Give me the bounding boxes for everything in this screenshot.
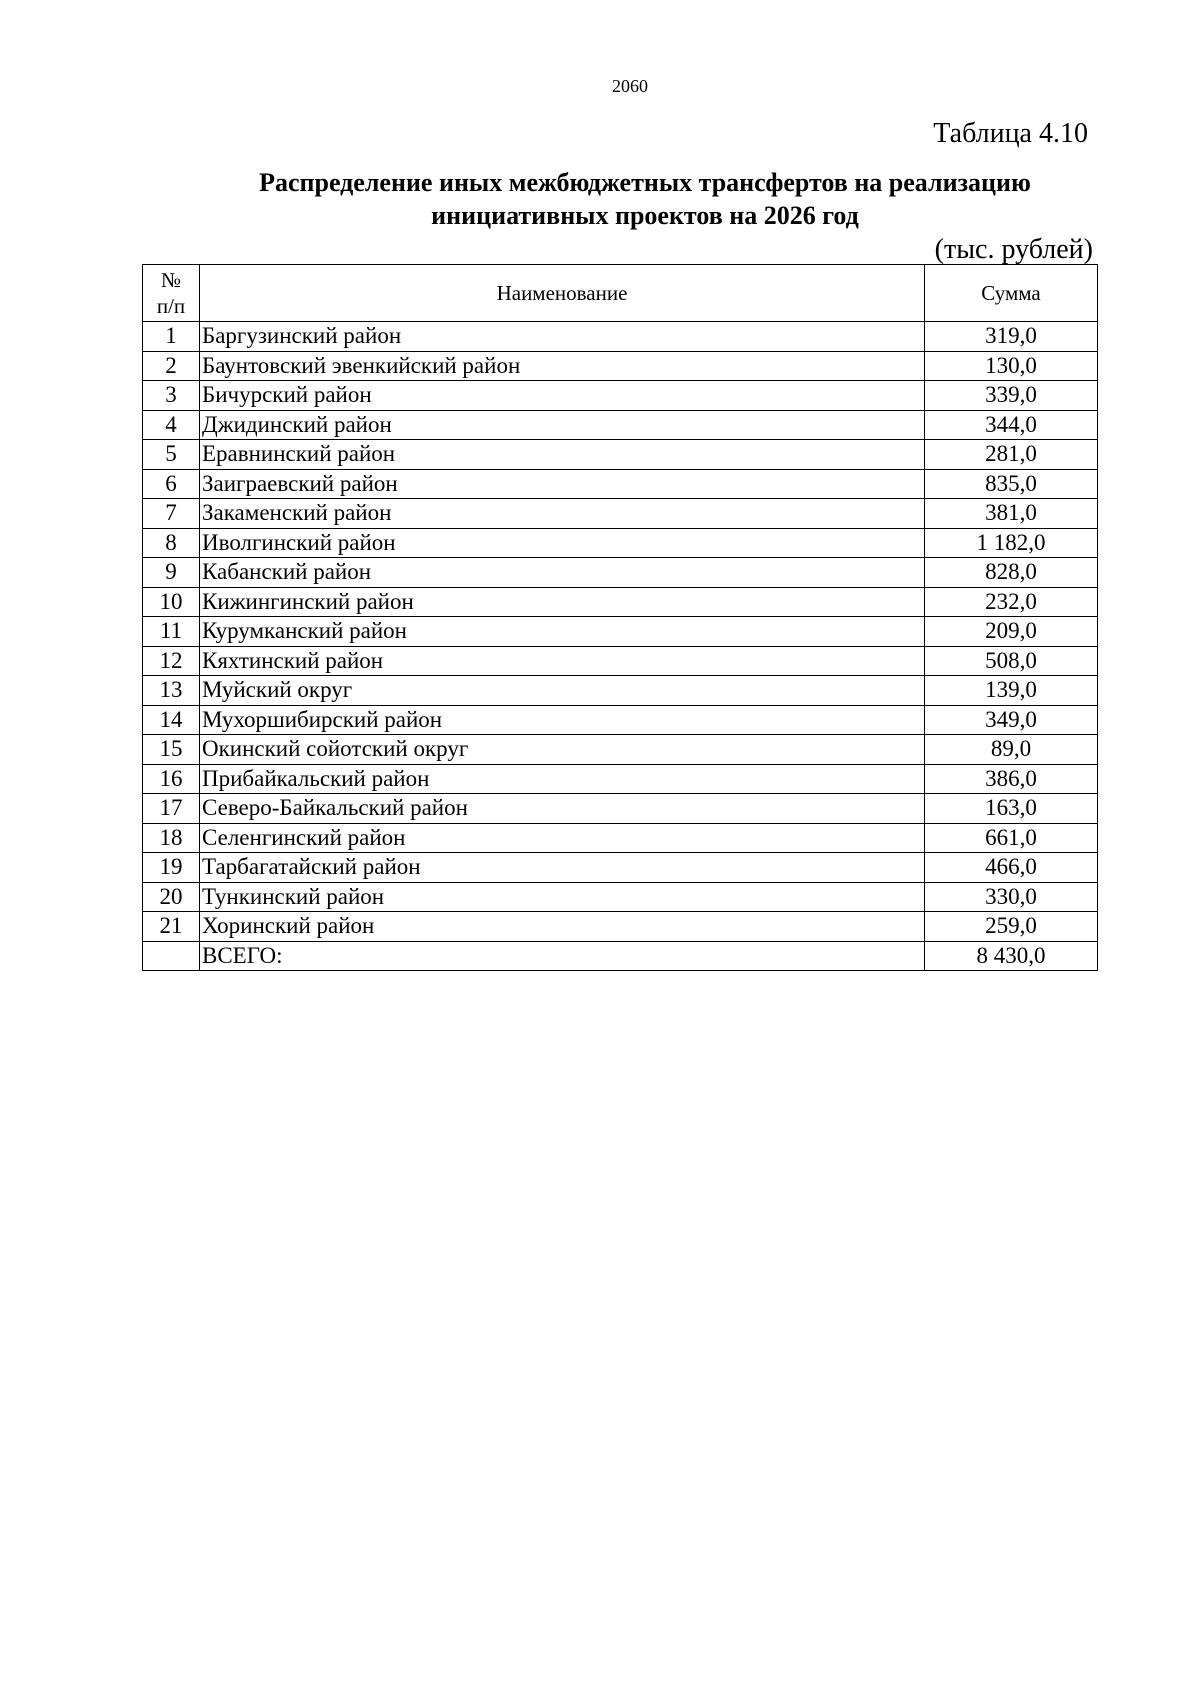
row-name: Кижингинский район xyxy=(200,587,925,617)
table-row xyxy=(143,882,1098,912)
row-number: 14 xyxy=(143,705,200,735)
header-name: Наименование xyxy=(200,265,925,322)
table-row xyxy=(143,912,1098,942)
row-name: Джидинский район xyxy=(200,410,925,440)
table-row xyxy=(143,440,1098,470)
row-name: Прибайкальский район xyxy=(200,764,925,794)
header-number-label: № п/п xyxy=(156,268,186,318)
row-sum: 828,0 xyxy=(925,558,1098,588)
row-number: 17 xyxy=(143,794,200,824)
row-sum: 381,0 xyxy=(925,499,1098,529)
row-name: ВСЕГО: xyxy=(200,941,925,971)
row-number: 2 xyxy=(143,351,200,381)
row-name: Иволгинский район xyxy=(200,528,925,558)
table-row xyxy=(143,853,1098,883)
table-row xyxy=(143,764,1098,794)
row-name: Окинский сойотский округ xyxy=(200,735,925,765)
row-name: Муйский округ xyxy=(200,676,925,706)
header-sum: Сумма xyxy=(925,265,1098,322)
row-number xyxy=(143,941,200,971)
row-number: 1 xyxy=(143,322,200,352)
row-name: Тункинский район xyxy=(200,882,925,912)
table-row xyxy=(143,381,1098,411)
row-sum: 163,0 xyxy=(925,794,1098,824)
row-name: Мухоршибирский район xyxy=(200,705,925,735)
row-number: 7 xyxy=(143,499,200,529)
row-sum: 89,0 xyxy=(925,735,1098,765)
row-name: Кяхтинский район xyxy=(200,646,925,676)
row-sum: 209,0 xyxy=(925,617,1098,647)
table-row xyxy=(143,794,1098,824)
row-sum: 319,0 xyxy=(925,322,1098,352)
title-line-2: инициативных проектов на 2026 год xyxy=(431,201,859,230)
row-name: Селенгинский район xyxy=(200,823,925,853)
row-sum: 344,0 xyxy=(925,410,1098,440)
row-number: 5 xyxy=(143,440,200,470)
row-number: 10 xyxy=(143,587,200,617)
row-name: Кабанский район xyxy=(200,558,925,588)
table-row xyxy=(143,587,1098,617)
table-total-row xyxy=(143,941,1098,971)
row-name: Северо-Байкальский район xyxy=(200,794,925,824)
row-sum: 139,0 xyxy=(925,676,1098,706)
table-header-row xyxy=(143,265,1098,322)
page-number: 2060 xyxy=(612,76,648,96)
table-row xyxy=(143,351,1098,381)
row-name: Бичурский район xyxy=(200,381,925,411)
row-number: 4 xyxy=(143,410,200,440)
row-name: Хоринский район xyxy=(200,912,925,942)
row-number: 20 xyxy=(143,882,200,912)
table-row xyxy=(143,676,1098,706)
row-number: 19 xyxy=(143,853,200,883)
row-number: 9 xyxy=(143,558,200,588)
row-sum: 386,0 xyxy=(925,764,1098,794)
units-label: (тыс. рублей) xyxy=(934,234,1093,265)
row-name: Заиграевский район xyxy=(200,469,925,499)
row-name: Закаменский район xyxy=(200,499,925,529)
row-sum: 508,0 xyxy=(925,646,1098,676)
row-number: 3 xyxy=(143,381,200,411)
table-row xyxy=(143,410,1098,440)
table-row xyxy=(143,499,1098,529)
row-name: Тарбагатайский район xyxy=(200,853,925,883)
row-number: 6 xyxy=(143,469,200,499)
row-sum: 259,0 xyxy=(925,912,1098,942)
row-number: 16 xyxy=(143,764,200,794)
row-sum: 130,0 xyxy=(925,351,1098,381)
table-body xyxy=(143,322,1098,971)
row-sum: 1 182,0 xyxy=(925,528,1098,558)
row-sum: 339,0 xyxy=(925,381,1098,411)
table-label: Таблица 4.10 xyxy=(933,118,1088,149)
table-row xyxy=(143,558,1098,588)
table-row xyxy=(143,735,1098,765)
table-row xyxy=(143,705,1098,735)
table-row xyxy=(143,469,1098,499)
transfers-table xyxy=(142,264,1098,971)
row-number: 8 xyxy=(143,528,200,558)
row-number: 21 xyxy=(143,912,200,942)
row-name: Баргузинский район xyxy=(200,322,925,352)
row-sum: 835,0 xyxy=(925,469,1098,499)
row-sum: 8 430,0 xyxy=(925,941,1098,971)
row-number: 15 xyxy=(143,735,200,765)
row-sum: 330,0 xyxy=(925,882,1098,912)
row-sum: 281,0 xyxy=(925,440,1098,470)
row-name: Баунтовский эвенкийский район xyxy=(200,351,925,381)
row-sum: 232,0 xyxy=(925,587,1098,617)
row-name: Курумканский район xyxy=(200,617,925,647)
row-number: 12 xyxy=(143,646,200,676)
row-sum: 349,0 xyxy=(925,705,1098,735)
header-number xyxy=(143,265,200,322)
row-name: Еравнинский район xyxy=(200,440,925,470)
table-row xyxy=(143,322,1098,352)
row-sum: 661,0 xyxy=(925,823,1098,853)
table-row xyxy=(143,823,1098,853)
table-row xyxy=(143,528,1098,558)
title-line-1: Распределение иных межбюджетных трансфертов на реализацию xyxy=(259,168,1031,197)
row-number: 13 xyxy=(143,676,200,706)
row-sum: 466,0 xyxy=(925,853,1098,883)
table-row xyxy=(143,646,1098,676)
row-number: 18 xyxy=(143,823,200,853)
table-row xyxy=(143,617,1098,647)
row-number: 11 xyxy=(143,617,200,647)
document-title xyxy=(205,166,1085,232)
